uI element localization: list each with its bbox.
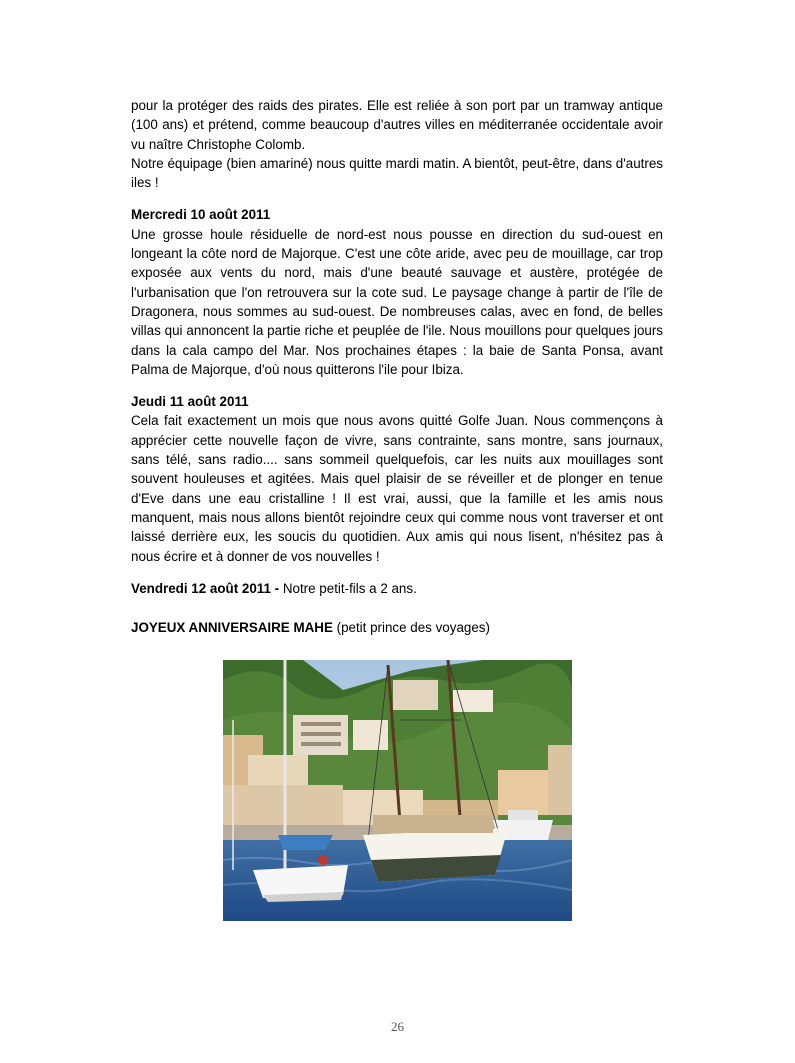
birthday-line — [131, 618, 663, 637]
intro-paragraph-1: pour la protéger des raids des pirates. Elle est reliée à son port par un tramway antique (100 ans) et prétend, comme beaucoup d'autres villes en méditerranée occidentale avoir vu naître Christophe Colomb. — [131, 98, 663, 152]
entry-text-thursday: Cela fait exactement un mois que nous avons quitté Golfe Juan. Nous commençons à apprécier cette nouvelle façon de vivre, sans contrainte, sans montre, sans journaux, sans télé, sans radio.... sans sommeil quelquefois, car les nuits aux mouillages sont souvent houleuses et agitées. Mais quel plaisir de se réveiller et de plonger en tenue d'Eve dans une eau cristalline ! Il est vrai, aussi, que la famille et les amis nous manquent, mais nous allons bientôt rejoindre ceux qui comme nous vont traverser et ont laissé derrière eux, les soucis du quotidien. Aux amis qui nous lisent, n'hésitez pas à nous écrire et à donner de vos nouvelles ! — [131, 413, 663, 564]
friday-date: Vendredi 12 août 2011 - — [131, 580, 280, 596]
entry-text-wednesday: Une grosse houle résiduelle de nord-est nous pousse en direction du sud-ouest en longeant la côte nord de Majorque. C'est une côte aride, avec peu de mouillage, car trop exposée aux vents du nord, mais d'une beauté sauvage et austère, protégée de l'urbanisation que l'on retrouvera sur la cote sud. Le paysage change à partir de l'île de Dragonera, nous sommes au sud-ouest. De nombreuses calas, avec en fond, de belles villas qui annoncent la partie riche et peuplée de l'ile. Nous mouillons pour quelques jours dans la cala campo del Mar. Nos prochaines étapes : la baie de Santa Ponsa, avant Palma de Majorque, d'où nous quitterons l'ile pour Ibiza. — [131, 226, 663, 377]
birthday-subtitle: (petit prince des voyages) — [332, 620, 490, 636]
friday-text: Notre petit-fils a 2 ans. — [279, 580, 417, 596]
friday-line — [131, 579, 663, 598]
entry-date-thursday: Jeudi 11 août 2011 — [131, 394, 249, 410]
entry-date-wednesday: Mercredi 10 août 2011 — [131, 207, 271, 223]
document-body — [131, 96, 663, 637]
intro-paragraph-2: Notre équipage (bien amariné) nous quitte mardi matin. A bientôt, peut-être, dans d'autres iles ! — [131, 155, 663, 191]
birthday-heading: JOYEUX ANNIVERSAIRE MAHE — [131, 620, 333, 636]
harbor-photo — [223, 660, 572, 921]
page-number: 26 — [391, 1019, 404, 1034]
